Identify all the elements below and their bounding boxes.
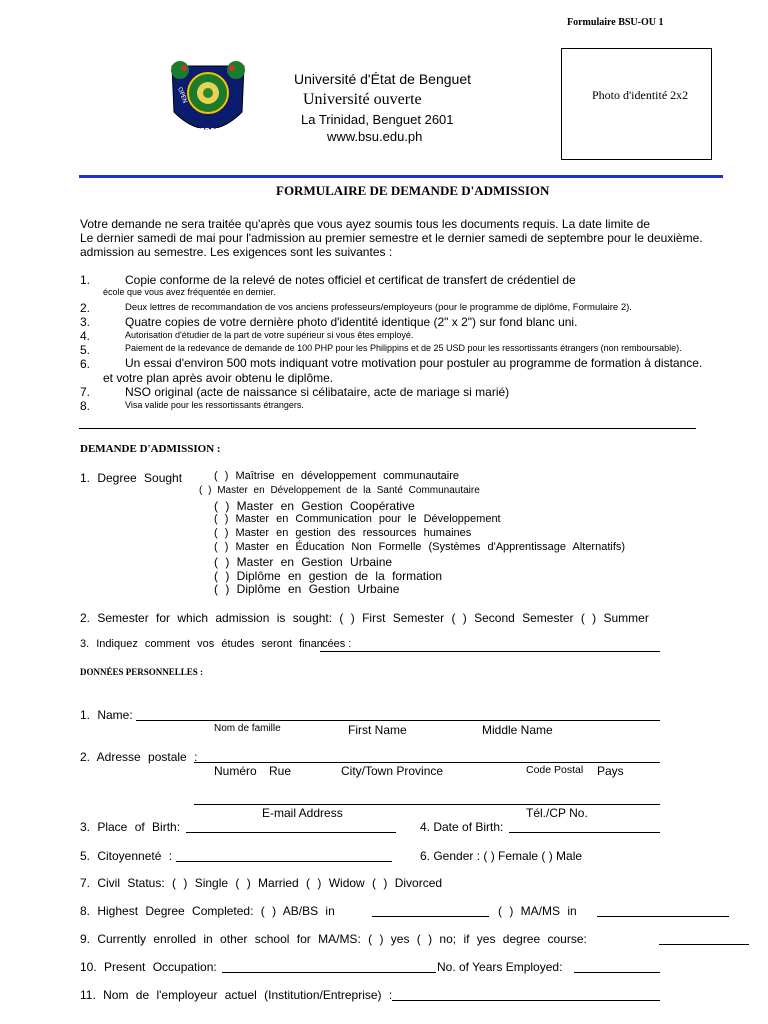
req-item-3: Quatre copies de votre dernière photo d'identité identique (2" x 2") sur fond blanc uni. [125, 315, 578, 329]
req-item-5: Paiement de la redevance de demande de 100 PHP pour les Philippins et de 25 USD pour les ressortissants étrangers (non remboursable). [125, 343, 682, 353]
header-open-university: Université ouverte [303, 91, 422, 108]
degree-label: 1. Degree Sought [80, 471, 183, 485]
degree-option[interactable]: ( ) Master en Éducation Non Formelle (Systèmes d'Apprentissage Alternatifs) [214, 541, 626, 553]
photo-box[interactable] [561, 48, 712, 160]
birthplace-label: 3. Place of Birth: [80, 820, 181, 834]
req-number: 8. [80, 399, 91, 413]
req-item-4: Autorisation d'étudier de la part de votre supérieur si vous êtes employé. [125, 330, 414, 340]
finance-label-end: cées : [322, 638, 352, 650]
years-employed-input[interactable] [574, 972, 660, 973]
section-personal-heading: DONNÉES PERSONNELLES : [80, 667, 204, 677]
name-label: 1. Name: [80, 708, 133, 722]
section-admission-heading: DEMANDE D'ADMISSION : [80, 443, 221, 455]
degree-course-input[interactable] [659, 944, 749, 945]
header-website: www.bsu.edu.ph [327, 129, 423, 144]
phone-caption: Tél./CP No. [526, 806, 588, 820]
contact-input[interactable] [194, 804, 660, 805]
svg-text:OPEN: OPEN [176, 86, 189, 105]
degree-option[interactable]: ( ) Maîtrise en développement communautaire [214, 470, 459, 482]
req-item-2: Deux lettres de recommandation de vos anciens professeurs/employeurs (pour le programme de diplôme, Formulaire 2). [125, 302, 632, 313]
civil-status-question[interactable]: 7. Civil Status: ( ) Single ( ) Married ( ) Widow ( ) Divorced [80, 876, 443, 890]
degree-option[interactable]: ( ) Master en Communication pour le Développement [214, 513, 501, 525]
email-caption: E-mail Address [262, 806, 343, 820]
finance-label: 3. Indiquez comment vos études seront finan [80, 638, 323, 650]
enrolled-question[interactable]: 9. Currently enrolled in other school for MA/MS: ( ) yes ( ) no; if yes degree course: [80, 932, 587, 946]
degree-option[interactable]: ( ) Diplôme en Gestion Urbaine [214, 582, 400, 596]
citizenship-label: 5. Citoyenneté : [80, 849, 173, 863]
req-item-7: NSO original (acte de naissance si célibataire, acte de mariage si marié) [125, 385, 510, 399]
degree-option[interactable]: ( ) Master en gestion des ressources humaines [214, 527, 472, 539]
degree-option[interactable]: ( ) Master en Gestion Coopérative [214, 499, 415, 513]
years-employed-label: No. of Years Employed: [437, 960, 563, 974]
middle-name-caption: Middle Name [482, 723, 553, 737]
highest-degree-label[interactable]: 8. Highest Degree Completed: ( ) AB/BS in [80, 904, 335, 918]
intro-line-2: Le dernier samedi de mai pour l'admission au premier semestre et le dernier samedi de septembre pour le deuxième. [80, 231, 703, 245]
highest-degree-ma-input[interactable] [597, 916, 729, 917]
address-label: 2. Adresse postale : [80, 750, 198, 764]
finance-input[interactable] [320, 651, 660, 652]
birthdate-label: 4. Date of Birth: [420, 820, 504, 834]
degree-option[interactable]: ( ) Master en Développement de la Santé Communautaire [199, 485, 480, 496]
address-number-caption: Numéro [214, 764, 257, 778]
req-number: 4. [80, 329, 91, 343]
req-number: 6. [80, 357, 91, 371]
header-university: Université d'État de Benguet [294, 71, 472, 87]
employer-label: 11. Nom de l'employeur actuel (Institution/Entreprise) : [80, 988, 393, 1002]
gender-question[interactable]: 6. Gender : ( ) Female ( ) Male [420, 849, 583, 863]
address-city-caption: City/Town Province [341, 764, 444, 778]
svg-text:UNIVERSITY: UNIVERSITY [180, 127, 228, 135]
section-divider [79, 428, 696, 429]
intro-line-3: admission au semestre. Les exigences sont les suivantes : [80, 245, 393, 259]
university-seal-icon [166, 60, 250, 140]
name-input[interactable] [136, 720, 660, 721]
req-item-6-cont: et votre plan après avoir obtenu le diplôme. [103, 371, 334, 385]
req-number: 3. [80, 315, 91, 329]
req-number: 7. [80, 385, 91, 399]
semester-question[interactable]: 2. Semester for which admission is sought: ( ) First Semester ( ) Second Semester ( ) Summer [80, 611, 649, 625]
birthplace-input[interactable] [186, 832, 396, 833]
req-number: 5. [80, 343, 91, 357]
occupation-label: 10. Present Occupation: [80, 960, 217, 974]
occupation-input[interactable] [222, 972, 436, 973]
req-item-6: Un essai d'environ 500 mots indiquant votre motivation pour postuler au programme de formation à distance. [125, 356, 703, 370]
highest-degree-ma-option[interactable]: ( ) MA/MS in [498, 904, 577, 918]
employer-input[interactable] [392, 1000, 660, 1001]
university-logo [166, 60, 250, 140]
form-code: Formulaire BSU-OU 1 [567, 17, 664, 28]
req-number: 2. [80, 301, 91, 315]
req-number: 1. [80, 273, 91, 287]
req-item-1-cont: école que vous avez fréquentée en dernier. [103, 287, 276, 297]
degree-option[interactable]: ( ) Diplôme en gestion de la formation [214, 569, 443, 583]
first-name-caption: First Name [348, 723, 407, 737]
intro-line-1: Votre demande ne sera traitée qu'après que vous ayez soumis tous les documents requis. La date limite de [80, 217, 650, 231]
address-input[interactable] [194, 762, 660, 763]
highest-degree-ab-input[interactable] [372, 916, 489, 917]
req-item-8: Visa valide pour les ressortissants étrangers. [125, 400, 304, 410]
address-country-caption: Pays [597, 764, 624, 778]
last-name-caption: Nom de famille [214, 723, 281, 734]
address-postal-caption: Code Postal [526, 764, 584, 776]
header-address: La Trinidad, Benguet 2601 [301, 112, 454, 127]
form-title: FORMULAIRE DE DEMANDE D'ADMISSION [276, 183, 550, 198]
photo-box-label: Photo d'identité 2x2 [592, 88, 689, 102]
degree-option[interactable]: ( ) Master en Gestion Urbaine [214, 555, 393, 569]
header-divider [79, 175, 723, 178]
address-street-caption: Rue [269, 764, 292, 778]
birthdate-input[interactable] [509, 832, 660, 833]
req-item-1: Copie conforme de la relevé de notes officiel et certificat de transfert de crédentiel de [125, 273, 576, 287]
citizenship-input[interactable] [176, 861, 392, 862]
